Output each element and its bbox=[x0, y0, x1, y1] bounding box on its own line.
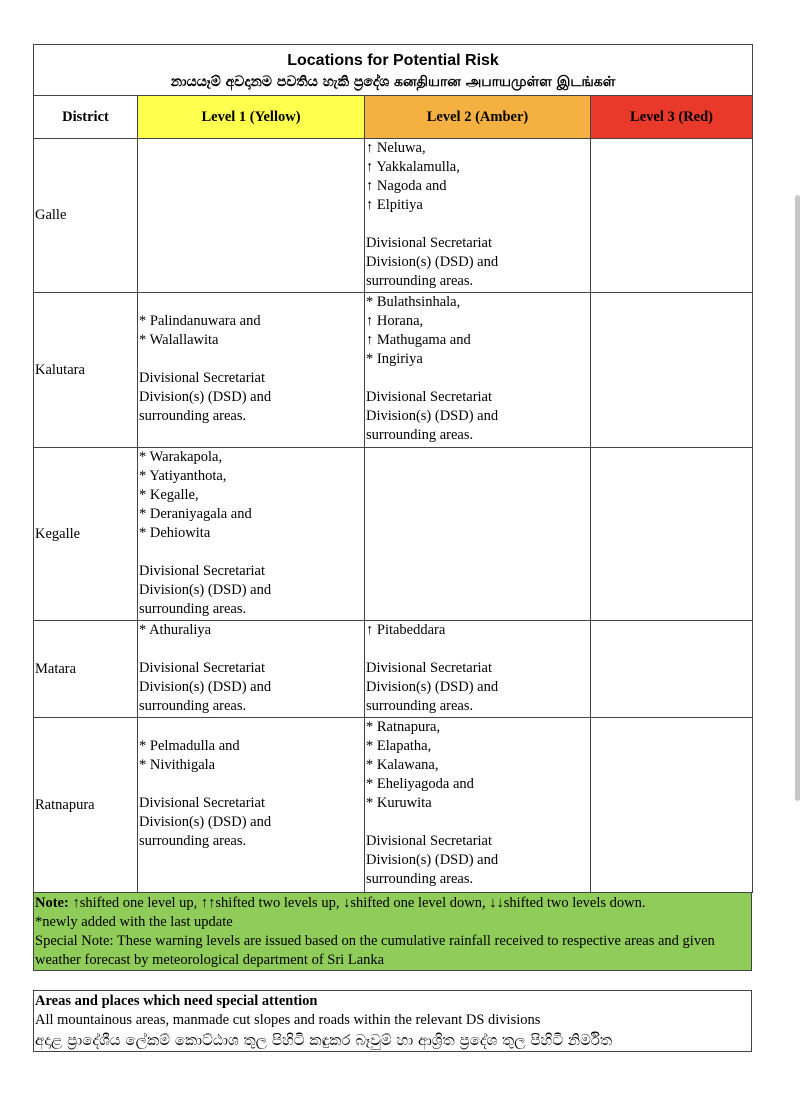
spacer bbox=[139, 640, 363, 659]
cell-line: surrounding areas. bbox=[366, 273, 474, 289]
table-body bbox=[34, 139, 753, 893]
spacer bbox=[139, 543, 363, 562]
district-cell: Galle bbox=[34, 139, 138, 293]
cell-line: * Eheliyagoda and bbox=[366, 776, 474, 792]
spacer bbox=[366, 215, 589, 234]
title-sinhala-tamil: නායයෑම් අවදානම පවතිය හැකි ප්‍රදේශ கனதியான அபாயமுள்ள இடங்கள் bbox=[170, 74, 616, 90]
cell-line: * Kuruwita bbox=[366, 795, 432, 811]
cell-line: * Warakapola, bbox=[139, 449, 223, 465]
level2-cell bbox=[365, 621, 591, 718]
cell-line: * Elapatha, bbox=[366, 738, 432, 754]
cell-line: surrounding areas. bbox=[139, 601, 247, 617]
scrollbar[interactable] bbox=[795, 195, 800, 801]
note-box bbox=[33, 893, 752, 971]
level1-cell bbox=[138, 448, 365, 621]
level2-cell bbox=[365, 293, 591, 448]
attention-sinhala: අදාළ ප්‍රාදේශීය ලේකම් කොට්ඨාශ තුල පිහිටි කඳුකර බෑවුම් හා ආශ්‍රිත ප්‍රදේශ තුල පිහිටි නිර්මිත bbox=[35, 1031, 613, 1049]
district-cell: Matara bbox=[34, 621, 138, 718]
level3-cell bbox=[591, 293, 753, 448]
cell-line: Divisional Secretariat bbox=[366, 833, 493, 849]
cell-line: Divisional Secretariat bbox=[366, 660, 493, 676]
title-row bbox=[34, 45, 753, 96]
cell-line: * Nivithigala bbox=[139, 757, 216, 773]
note-added: *newly added with the last update bbox=[35, 914, 233, 930]
cell-line: Divisional Secretariat bbox=[366, 235, 493, 251]
cell-line: * Kegalle, bbox=[139, 487, 199, 503]
cell-line: * Walallawita bbox=[139, 332, 219, 348]
table-row bbox=[34, 621, 753, 718]
level1-cell bbox=[138, 293, 365, 448]
table-row bbox=[34, 448, 753, 621]
note-label: Note: bbox=[35, 895, 69, 911]
district-cell: Ratnapura bbox=[34, 718, 138, 893]
cell-line: Division(s) (DSD) and bbox=[139, 679, 272, 695]
spacer bbox=[366, 813, 589, 832]
cell-line: * Kalawana, bbox=[366, 757, 439, 773]
cell-line: ↑ Horana, bbox=[366, 313, 424, 329]
header-level-2: Level 2 (Amber) bbox=[365, 96, 591, 139]
level1-cell bbox=[138, 621, 365, 718]
level1-cell bbox=[138, 139, 365, 293]
level3-cell bbox=[591, 448, 753, 621]
header-level-1: Level 1 (Yellow) bbox=[138, 96, 365, 139]
level2-cell bbox=[365, 718, 591, 893]
level1-cell bbox=[138, 718, 365, 893]
cell-line: Division(s) (DSD) and bbox=[366, 408, 499, 424]
cell-line: Divisional Secretariat bbox=[139, 370, 266, 386]
level3-cell bbox=[591, 718, 753, 893]
attention-text: All mountainous areas, manmade cut slopes and roads within the relevant DS divisions bbox=[35, 1012, 541, 1028]
level3-cell bbox=[591, 621, 753, 718]
level2-cell bbox=[365, 139, 591, 293]
cell-line: * Deraniyagala and bbox=[139, 506, 252, 522]
note-legend bbox=[35, 894, 750, 913]
spacer bbox=[139, 775, 363, 794]
spacer bbox=[366, 369, 589, 388]
spacer bbox=[139, 350, 363, 369]
table-row bbox=[34, 139, 753, 293]
cell-line: Division(s) (DSD) and bbox=[366, 852, 499, 868]
cell-line: ↑ Mathugama and bbox=[366, 332, 471, 348]
cell-line: * Palindanuwara and bbox=[139, 313, 261, 329]
cell-line: Division(s) (DSD) and bbox=[139, 389, 272, 405]
header-row bbox=[34, 96, 753, 139]
cell-line: * Ingiriya bbox=[366, 351, 423, 367]
document bbox=[33, 44, 752, 1052]
cell-line: surrounding areas. bbox=[139, 698, 247, 714]
cell-line: surrounding areas. bbox=[366, 698, 474, 714]
table-row bbox=[34, 293, 753, 448]
cell-line: * Yatiyanthota, bbox=[139, 468, 227, 484]
cell-line: surrounding areas. bbox=[366, 427, 474, 443]
cell-line: * Bulathsinhala, bbox=[366, 294, 461, 310]
level2-cell bbox=[365, 448, 591, 621]
cell-line: Division(s) (DSD) and bbox=[366, 679, 499, 695]
cell-line: ↑ Elpitiya bbox=[366, 197, 423, 213]
attention-heading: Areas and places which need special attention bbox=[35, 993, 318, 1009]
cell-line: * Dehiowita bbox=[139, 525, 211, 541]
title-english: Locations for Potential Risk bbox=[287, 52, 499, 69]
district-cell: Kalutara bbox=[34, 293, 138, 448]
level3-cell bbox=[591, 139, 753, 293]
cell-line: * Pelmadulla and bbox=[139, 738, 240, 754]
district-cell: Kegalle bbox=[34, 448, 138, 621]
cell-line: surrounding areas. bbox=[139, 408, 247, 424]
cell-line: * Athuraliya bbox=[139, 622, 212, 638]
title-cell bbox=[34, 45, 753, 96]
cell-line: Divisional Secretariat bbox=[139, 563, 266, 579]
cell-line: ↑ Pitabeddara bbox=[366, 622, 446, 638]
cell-line: ↑ Nagoda and bbox=[366, 178, 447, 194]
cell-line: surrounding areas. bbox=[139, 833, 247, 849]
cell-line: surrounding areas. bbox=[366, 871, 474, 887]
attention-box bbox=[33, 990, 752, 1052]
risk-table bbox=[33, 44, 753, 893]
spacer bbox=[366, 640, 589, 659]
table-row bbox=[34, 718, 753, 893]
note-text: ↑shifted one level up, ↑↑shifted two levels up, ↓shifted one level down, ↓↓shifted two levels down. bbox=[68, 895, 646, 911]
spacer bbox=[139, 718, 363, 737]
cell-line: ↑ Neluwa, bbox=[366, 140, 426, 156]
cell-line: Division(s) (DSD) and bbox=[366, 254, 499, 270]
cell-line: Divisional Secretariat bbox=[139, 795, 266, 811]
cell-line: Divisional Secretariat bbox=[139, 660, 266, 676]
spacer bbox=[139, 293, 363, 312]
cell-line: Division(s) (DSD) and bbox=[139, 814, 272, 830]
header-district: District bbox=[34, 96, 138, 139]
cell-line: ↑ Yakkalamulla, bbox=[366, 159, 460, 175]
cell-line: Division(s) (DSD) and bbox=[139, 582, 272, 598]
cell-line: * Ratnapura, bbox=[366, 719, 441, 735]
cell-line: Divisional Secretariat bbox=[366, 389, 493, 405]
note-special: Special Note: These warning levels are issued based on the cumulative rainfall received to respective areas and given weather forecast by meteorological department of Sri Lanka bbox=[35, 933, 715, 968]
header-level-3: Level 3 (Red) bbox=[591, 96, 753, 139]
